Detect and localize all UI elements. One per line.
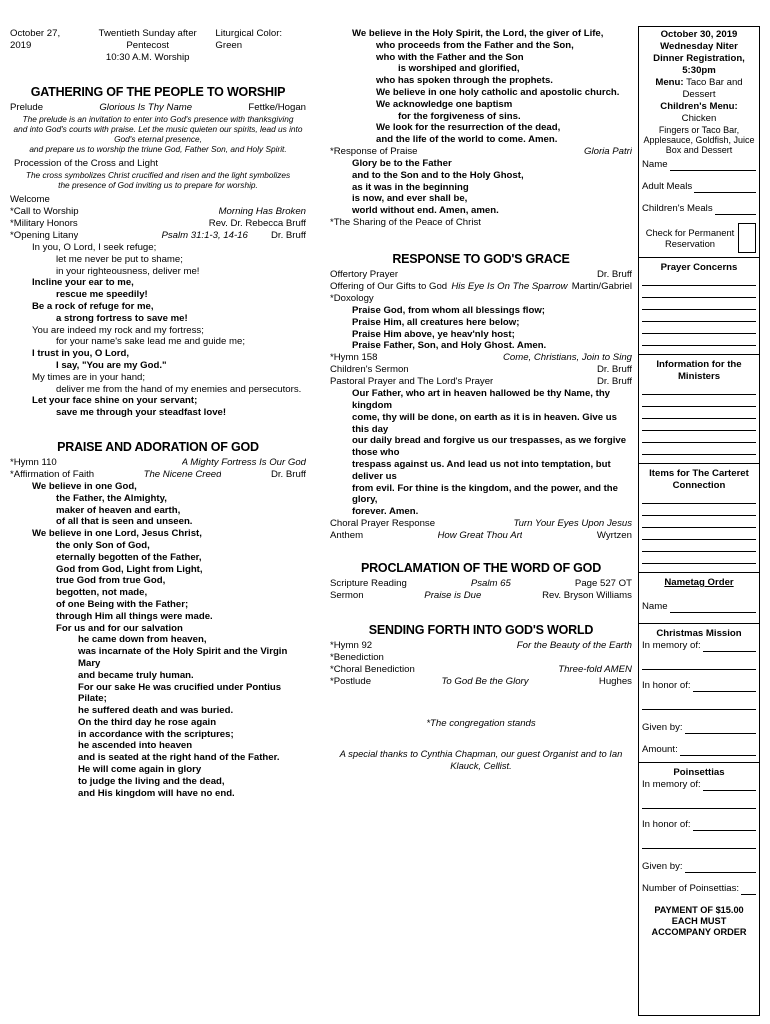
litany-line: deliver me from the hand of my enemies and persecutors. — [56, 383, 302, 395]
creed-line: he came down from heaven, — [78, 634, 207, 646]
niter-date: October 30, 2019 — [660, 29, 738, 40]
poinsettia-given-by-field[interactable]: Given by: — [642, 861, 756, 873]
pastoral-prayer-row: Pastoral Prayer and The Lord's Prayer Dr. Bruff — [330, 376, 632, 388]
christmas-honor-field[interactable]: In honor of: — [642, 680, 756, 692]
name-field[interactable]: Name — [642, 159, 756, 171]
nametag-order-heading: Nametag Order — [664, 577, 734, 588]
carteret-connection-heading: Items for The Carteret Connection — [649, 468, 749, 491]
creed-line: in accordance with the scriptures; — [78, 728, 234, 740]
service-occasion: Twentieth Sunday after Pentecost 10:30 A.M. Worship — [98, 28, 197, 63]
gloria-patri-text — [330, 158, 632, 217]
creed2-line: who with the Father and the Son — [376, 51, 524, 63]
permanent-reservation-checkbox[interactable] — [738, 223, 756, 253]
payment-note: PAYMENT OF $15.00 EACH MUST ACCOMPANY ORDER — [651, 905, 747, 937]
hymn-110-row: *Hymn 110 A Mighty Fortress Is Our God — [10, 456, 306, 468]
childrens-meals-field[interactable]: Children's Meals — [642, 203, 756, 215]
creed-line: to judge the living and the dead, — [78, 775, 225, 787]
creed2-line: We believe in the Holy Spirit, the Lord, the giver of Life, — [352, 28, 604, 39]
section-heading-proclamation: PROCLAMATION OF THE WORD OF GOD — [360, 560, 602, 575]
anthem-row: Anthem How Great Thou Art Wyrtzen — [330, 529, 632, 541]
creed2-line: We look for the resurrection of the dead, — [376, 122, 561, 134]
doxology-text: Praise God, from whom all blessings flow; Praise Him, all creatures here below; Praise Him above, ye heav'nly host; Praise Father, Son, and Holy Ghost. Amen. — [352, 304, 547, 352]
creed-line: of all that is seen and unseen. — [56, 516, 193, 528]
carteret-connection-lines[interactable] — [642, 492, 756, 564]
creed-line: was incarnate of the Holy Spirit and the Virgin Mary — [78, 646, 288, 669]
adult-meals-field[interactable]: Adult Meals — [642, 181, 756, 193]
litany-line: for your name's sake lead me and guide me; — [56, 336, 246, 348]
christmas-amount-field[interactable]: Amount: — [642, 744, 756, 756]
procession: Procession of the Cross and Light — [14, 158, 158, 169]
menu-line: Menu: Taco Bar and Dessert — [655, 77, 743, 100]
litany-line: rescue me speedily! — [56, 289, 148, 301]
litany-line: You are indeed my rock and my fortress; — [32, 324, 204, 336]
section-heading-gathering: GATHERING OF THE PEOPLE TO WORSHIP — [30, 85, 286, 99]
hymn-158-row: *Hymn 158 Come, Christians, Join to Sing — [330, 352, 632, 364]
scripture-row: Scripture Reading Psalm 65 Page 527 OT — [330, 577, 632, 589]
litany-line: save me through your steadfast love! — [56, 407, 227, 419]
bulletin-header — [10, 28, 306, 64]
ministers-info-heading: Information for the Ministers — [656, 359, 742, 382]
litany-line: Be a rock of refuge for me, — [32, 300, 154, 312]
poinsettia-memory-field[interactable]: In memory of: — [642, 779, 756, 791]
column-left — [10, 28, 306, 799]
offertory-prayer-row: Offertory Prayer Dr. Bruff — [330, 268, 632, 280]
creed-line: For our sake He was crucified under Pontius Pilate; — [78, 681, 282, 705]
litany-line: In you, O Lord, I seek refuge; — [32, 242, 157, 253]
gloria-line: world without end. Amen, amen. — [352, 205, 499, 217]
welcome: Welcome — [10, 194, 50, 205]
nametag-name-field[interactable]: Name — [642, 601, 756, 613]
creed-line: and is seated at the right hand of the Father. — [78, 752, 280, 764]
creed-line: We believe in one God, — [32, 480, 137, 492]
ministers-info-lines[interactable] — [642, 383, 756, 455]
creed-line: God from God, Light from Light, — [56, 563, 203, 575]
prayer-concerns-lines[interactable] — [642, 274, 756, 346]
creed-line: and became truly human. — [78, 669, 194, 681]
childrens-menu-line: Children's Menu: Chicken — [660, 101, 738, 124]
creed-line: He will come again in glory — [78, 764, 202, 776]
creed2-line: for the forgiveness of sins. — [398, 110, 521, 122]
creed2-line: who proceeds from the Father and the Son, — [376, 39, 574, 51]
creed-line: On the third day he rose again — [78, 716, 217, 728]
creed-line: maker of heaven and earth, — [56, 504, 181, 516]
section-heading-sending: SENDING FORTH INTO GOD'S WORLD — [368, 622, 594, 637]
benediction: *Benediction — [330, 651, 384, 663]
nicene-creed-text — [10, 481, 306, 800]
creed-line: of one Being with the Father; — [56, 598, 189, 610]
creed-line: begotten, not made, — [56, 587, 148, 599]
creed-line: he suffered death and was buried. — [78, 705, 234, 717]
hymn-92-row: *Hymn 92 For the Beauty of the Earth — [330, 639, 632, 651]
choral-benediction-row: *Choral Benediction Three-fold AMEN — [330, 663, 632, 675]
litany-text — [10, 242, 306, 419]
affirmation-row: *Affirmation of Faith The Nicene Creed Dr. Bruff — [10, 468, 306, 480]
litany-line: Let your face shine on your servant; — [32, 395, 198, 407]
christmas-memory-field[interactable]: In memory of: — [642, 640, 756, 652]
military-honors-row: *Military Honors Rev. Dr. Rebecca Bruff — [10, 218, 306, 229]
creed-line: We believe in one Lord, Jesus Christ, — [32, 528, 202, 540]
gloria-line: as it was in the beginning — [352, 181, 469, 193]
childrens-sermon-row: Children's Sermon Dr. Bruff — [330, 364, 632, 376]
special-thanks: A special thanks to Cynthia Chapman, our guest Organist and to Ian Klauck, Cellist. — [339, 747, 623, 771]
sermon-row: Sermon Praise is Due Rev. Bryson Williams — [330, 589, 632, 601]
poinsettia-number-field[interactable]: Number of Poinsettias: — [642, 883, 756, 895]
creed2-line: is worshiped and glorified, — [398, 63, 520, 75]
prayer-concerns-heading: Prayer Concerns — [660, 262, 738, 273]
gloria-line: and to the Son and to the Holy Ghost, — [352, 169, 524, 181]
creed-line: through Him all things were made. — [56, 610, 213, 622]
section-heading-praise: PRAISE AND ADORATION OF GOD — [57, 439, 259, 454]
creed2-line: who has spoken through the prophets. — [376, 75, 553, 87]
procession-note: The cross symbolizes Christ crucified and risen and the light symbolizes the presence of God inviting us to prepare for worship. — [25, 170, 291, 190]
dinner-registration: Dinner Registration, 5:30pm — [653, 53, 745, 76]
congregation-stands-note: *The congregation stands — [426, 717, 536, 729]
prelude-note: The prelude is an invitation to enter into God's presence with thanksgiving and into God's courts with praise. Let the music quieten our spirits, lead us into God's eternal presence, and prepare us to worship the triune God, Father Son, and Holy Spirit. — [13, 114, 303, 154]
creed-line: For us and for our salvation — [56, 622, 183, 634]
litany-line: a strong fortress to save me! — [56, 312, 188, 324]
prelude-row: Prelude Glorious Is Thy Name Fettke/Hogan — [10, 102, 306, 113]
offering-row: Offering of Our Gifts to God His Eye Is On The Sparrow Martin/Gabriel — [330, 280, 632, 292]
creed-line: the Father, the Almighty, — [56, 492, 167, 504]
response-of-praise-row: *Response of Praise Gloria Patri — [330, 145, 632, 157]
poinsettia-honor-field[interactable]: In honor of: — [642, 819, 756, 831]
christmas-given-by-field[interactable]: Given by: — [642, 722, 756, 734]
creed-line: he ascended into heaven — [78, 740, 193, 752]
gloria-line: is now, and ever shall be, — [352, 193, 468, 205]
doxology: *Doxology — [330, 292, 374, 304]
choral-prayer-row: Choral Prayer Response Turn Your Eyes Upon Jesus — [330, 517, 632, 529]
section-heading-response: RESPONSE TO GOD'S GRACE — [392, 251, 570, 266]
creed2-line: We believe in one holy catholic and apostolic church. — [376, 86, 620, 98]
creed2-line: We acknowledge one baptism — [376, 98, 513, 110]
niter-title: Wednesday Niter — [660, 41, 738, 52]
creed2-line: and the life of the world to come. Amen. — [376, 134, 558, 146]
gloria-line: Glory be to the Father — [352, 157, 452, 169]
creed-line: the only Son of God, — [56, 539, 150, 551]
childrens-menu-detail: Fingers or Taco Bar, Applesauce, Goldfish, Juice Box and Dessert — [643, 125, 755, 155]
christmas-mission-heading: Christmas Mission — [656, 628, 742, 639]
sidebar-registration — [638, 26, 760, 1016]
call-to-worship-row: *Call to Worship Morning Has Broken — [10, 206, 306, 217]
creed-line: eternally begotten of the Father, — [56, 551, 202, 563]
creed-line: true God from true God, — [56, 575, 166, 587]
litany-line: let me never be put to shame; — [56, 253, 183, 265]
nicene-creed-continued — [330, 28, 632, 146]
litany-line: in your righteousness, deliver me! — [56, 265, 200, 277]
litany-line: I say, "You are my God." — [56, 359, 167, 371]
service-date: October 27, 2019 — [10, 28, 61, 51]
creed-line: and His kingdom will have no end. — [78, 787, 235, 799]
column-middle — [330, 28, 632, 772]
sharing-of-peace: *The Sharing of the Peace of Christ — [330, 216, 481, 228]
litany-line: I trust in you, O Lord, — [32, 348, 130, 360]
litany-line: My times are in your hand; — [32, 371, 146, 383]
litany-line: Incline your ear to me, — [32, 277, 134, 289]
poinsettias-heading: Poinsettias — [673, 767, 725, 778]
lords-prayer-text: Our Father, who art in heaven hallowed be thy Name, thy kingdom come, thy will be done, on earth as it is in heaven. Give us this day our daily bread and forgive us our trespasses, as we forgive those who trespass against us. And lead us not into temptation, but deliver us from evil. For thine is the kingdom, and the power, and the glory, forever. Amen. — [352, 388, 627, 518]
liturgical-color: Liturgical Color: Green — [215, 28, 283, 51]
opening-litany-row: *Opening Litany Psalm 31:1-3, 14-16 Dr. Bruff — [10, 230, 306, 241]
permanent-reservation: Check for Permanent Reservation — [642, 223, 756, 253]
postlude-row: *Postlude To God Be the Glory Hughes — [330, 675, 632, 687]
